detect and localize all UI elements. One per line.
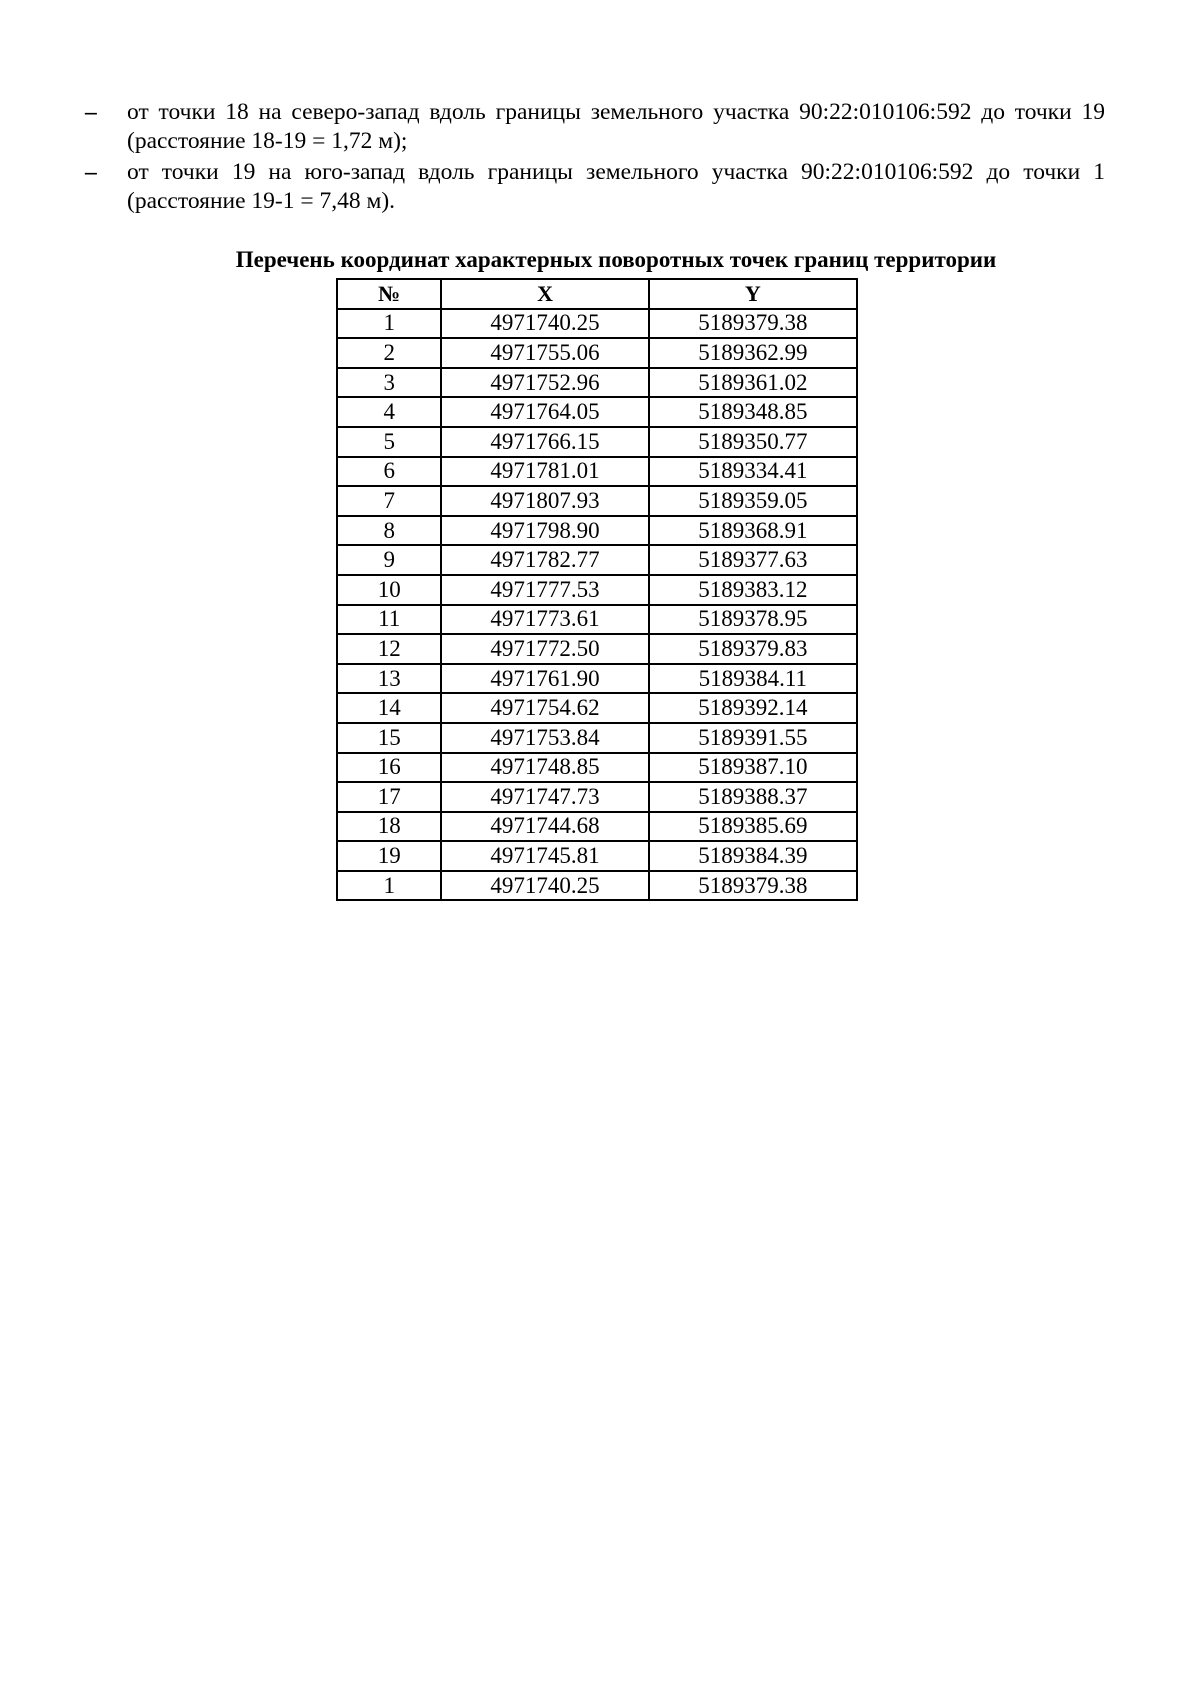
x-coordinate-cell: 4971764.05	[441, 397, 648, 427]
y-coordinate-cell: 5189379.38	[649, 309, 857, 339]
table-row	[337, 309, 857, 339]
column-header-number: №	[337, 279, 441, 309]
y-coordinate-cell: 5189378.95	[649, 605, 857, 635]
y-coordinate-cell: 5189384.39	[649, 841, 857, 871]
point-number-cell: 14	[337, 693, 441, 723]
table-row	[337, 693, 857, 723]
x-coordinate-cell: 4971761.90	[441, 664, 648, 694]
y-coordinate-cell: 5189362.99	[649, 338, 857, 368]
table-row	[337, 516, 857, 546]
y-coordinate-cell: 5189383.12	[649, 575, 857, 605]
x-coordinate-cell: 4971781.01	[441, 457, 648, 487]
bullet-dash: –	[85, 99, 97, 125]
column-header-x: X	[441, 279, 648, 309]
point-number-cell: 5	[337, 427, 441, 457]
y-coordinate-cell: 5189388.37	[649, 782, 857, 812]
table-row	[337, 545, 857, 575]
x-coordinate-cell: 4971748.85	[441, 753, 648, 783]
x-coordinate-cell: 4971772.50	[441, 634, 648, 664]
table-row	[337, 427, 857, 457]
point-number-cell: 8	[337, 516, 441, 546]
point-number-cell: 15	[337, 723, 441, 753]
boundary-segment-item	[85, 98, 1105, 156]
x-coordinate-cell: 4971807.93	[441, 486, 648, 516]
table-header-row	[337, 279, 857, 309]
point-number-cell: 2	[337, 338, 441, 368]
table-row	[337, 664, 857, 694]
point-number-cell: 13	[337, 664, 441, 694]
x-coordinate-cell: 4971754.62	[441, 693, 648, 723]
table-row	[337, 782, 857, 812]
table-row	[337, 871, 857, 901]
point-number-cell: 18	[337, 812, 441, 842]
point-number-cell: 9	[337, 545, 441, 575]
bullet-dash: –	[85, 159, 97, 185]
x-coordinate-cell: 4971740.25	[441, 309, 648, 339]
point-number-cell: 7	[337, 486, 441, 516]
table-row	[337, 605, 857, 635]
point-number-cell: 19	[337, 841, 441, 871]
y-coordinate-cell: 5189359.05	[649, 486, 857, 516]
point-number-cell: 3	[337, 368, 441, 398]
boundary-segment-text: от точки 18 на северо-запад вдоль границы земельного участка 90:22:010106:592 до точки 19 (расстояние 18-19 = 1,72 м);	[127, 99, 1105, 154]
boundary-segment-item	[85, 158, 1105, 216]
y-coordinate-cell: 5189387.10	[649, 753, 857, 783]
x-coordinate-cell: 4971773.61	[441, 605, 648, 635]
x-coordinate-cell: 4971798.90	[441, 516, 648, 546]
table-row	[337, 575, 857, 605]
y-coordinate-cell: 5189384.11	[649, 664, 857, 694]
table-caption: Перечень координат характерных поворотных точек границ территории	[235, 247, 997, 272]
point-number-cell: 1	[337, 309, 441, 339]
y-coordinate-cell: 5189391.55	[649, 723, 857, 753]
y-coordinate-cell: 5189379.83	[649, 634, 857, 664]
x-coordinate-cell: 4971755.06	[441, 338, 648, 368]
table-row	[337, 841, 857, 871]
table-row	[337, 338, 857, 368]
y-coordinate-cell: 5189385.69	[649, 812, 857, 842]
column-header-y: Y	[649, 279, 857, 309]
table-row	[337, 753, 857, 783]
x-coordinate-cell: 4971740.25	[441, 871, 648, 901]
table-row	[337, 634, 857, 664]
point-number-cell: 1	[337, 871, 441, 901]
point-number-cell: 6	[337, 457, 441, 487]
coordinates-table	[336, 278, 858, 901]
x-coordinate-cell: 4971744.68	[441, 812, 648, 842]
table-row	[337, 368, 857, 398]
y-coordinate-cell: 5189334.41	[649, 457, 857, 487]
point-number-cell: 12	[337, 634, 441, 664]
x-coordinate-cell: 4971753.84	[441, 723, 648, 753]
y-coordinate-cell: 5189379.38	[649, 871, 857, 901]
point-number-cell: 4	[337, 397, 441, 427]
boundary-description-list	[85, 98, 1105, 218]
table-row	[337, 397, 857, 427]
x-coordinate-cell: 4971782.77	[441, 545, 648, 575]
y-coordinate-cell: 5189377.63	[649, 545, 857, 575]
table-row	[337, 486, 857, 516]
table-row	[337, 812, 857, 842]
y-coordinate-cell: 5189348.85	[649, 397, 857, 427]
table-row	[337, 457, 857, 487]
table-row	[337, 723, 857, 753]
y-coordinate-cell: 5189392.14	[649, 693, 857, 723]
coordinates-table-body	[337, 309, 857, 901]
y-coordinate-cell: 5189350.77	[649, 427, 857, 457]
x-coordinate-cell: 4971745.81	[441, 841, 648, 871]
point-number-cell: 16	[337, 753, 441, 783]
y-coordinate-cell: 5189361.02	[649, 368, 857, 398]
x-coordinate-cell: 4971777.53	[441, 575, 648, 605]
point-number-cell: 11	[337, 605, 441, 635]
x-coordinate-cell: 4971752.96	[441, 368, 648, 398]
boundary-segment-text: от точки 19 на юго-запад вдоль границы земельного участка 90:22:010106:592 до точки 1 (расстояние 19-1 = 7,48 м).	[127, 159, 1105, 214]
x-coordinate-cell: 4971747.73	[441, 782, 648, 812]
point-number-cell: 10	[337, 575, 441, 605]
x-coordinate-cell: 4971766.15	[441, 427, 648, 457]
y-coordinate-cell: 5189368.91	[649, 516, 857, 546]
point-number-cell: 17	[337, 782, 441, 812]
